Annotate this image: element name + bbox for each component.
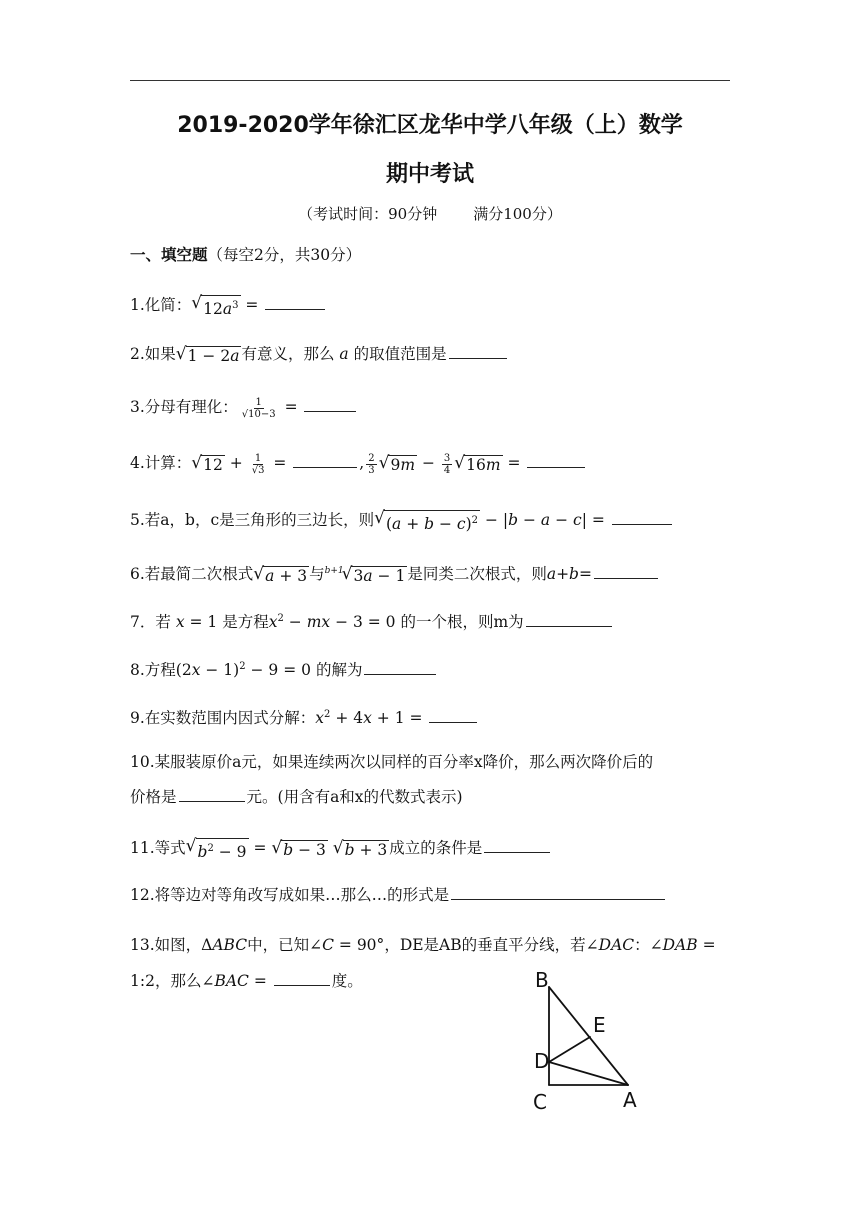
question-7-mid: 是方程: [222, 613, 269, 632]
question-5-text: 5.若a，b，c是三角形的三边长，则: [130, 511, 375, 530]
question-13-mid2: ，DE是AB的垂直平分线，若: [384, 936, 586, 954]
question-13-line-1: 13.如图，ΔABC中，已知∠C = 90°，DE是AB的垂直平分线，若∠DAC：∠DAB =: [130, 936, 716, 954]
question-1-text: 1.化简：: [130, 296, 192, 315]
exam-info: [0, 203, 860, 224]
exam-time: （考试时间：90分钟: [298, 205, 438, 223]
question-7: 7．若 x = 1 是方程$x^2$ − mx − 3 = 0 的一个根，则m为: [130, 608, 614, 633]
segment-de: [549, 1037, 590, 1062]
question-12-text: 12.将等边对等角改写成如果…那么…的形式是: [130, 886, 450, 904]
segment-ba: [549, 987, 628, 1085]
math-expression: √ b − 3: [271, 838, 326, 860]
answer-blank: [527, 453, 585, 468]
question-10-line-1: 10.某服装原价a元，如果连续两次以同样的百分率x降价，那么两次降价后的: [130, 753, 654, 771]
math-variable: a: [339, 345, 349, 363]
question-8-text: 8.方程: [130, 661, 176, 680]
answer-blank: [526, 612, 612, 627]
question-13-mid1: 中，已知: [247, 936, 310, 954]
question-4-text: 4.计算：: [130, 454, 192, 472]
header-rule: [130, 80, 730, 81]
answer-blank: [179, 787, 245, 802]
answer-blank: [612, 510, 672, 525]
question-6: 6.若最简二次根式 √ a + 3 与$^{b+1}$ √ 3a − 1 是同类二次根式，则a+b=: [130, 560, 660, 586]
question-9: 9.在实数范围内因式分解：$x^2 + 4x + 1$ =: [130, 704, 479, 729]
question-7-suffix: 的一个根，则m为: [400, 613, 524, 632]
question-2-mid: 有意义，那么: [241, 345, 335, 363]
math-expression: √ 3a − 1: [341, 564, 406, 586]
question-2-suffix: 的取值范围是: [353, 345, 447, 363]
question-11-suffix: 成立的条件是: [389, 839, 483, 858]
answer-blank: [274, 971, 330, 986]
question-8: 8.方程$(2x - 1)^2 - 9 = 0$ 的解为: [130, 656, 438, 681]
question-1: 1.化简： √ $12a^3$ =: [130, 293, 327, 319]
math-expression: √ $(a + b - c)^2$: [374, 508, 479, 534]
math-fraction: $\frac{1}{√10-3}$: [241, 396, 276, 420]
math-fraction: $\frac{3}{4}$: [443, 452, 451, 476]
question-10-line-2: [130, 786, 463, 808]
answer-blank: [449, 344, 507, 359]
answer-blank: [364, 660, 436, 675]
label-c: C: [533, 1090, 547, 1114]
exam-score: 满分100分）: [473, 205, 562, 223]
question-12: [130, 884, 667, 906]
question-4: 4.计算： √ 12 + $\frac{1}{√3}$ = , $\frac{2}{3}$ √ 9m − $\frac{3}{4}$ √ 16m =: [130, 452, 587, 476]
math-expression: √ $12a^3$: [191, 293, 239, 319]
answer-blank: [293, 453, 357, 468]
question-6-mid: 与: [309, 565, 325, 584]
section-note: （每空2分，共30分）: [207, 246, 362, 264]
question-13-text: 13.如图，: [130, 936, 202, 954]
question-3: 3.分母有理化： $\frac{1}{√10-3}$ =: [130, 396, 358, 420]
math-fraction: $\frac{2}{3}$: [368, 452, 375, 476]
question-13-line-2: 1:2，那么∠BAC = 度。: [130, 972, 363, 990]
question-5: 5.若a，b，c是三角形的三边长，则 √ $(a + b - c)^2$ − |b − a − c| =: [130, 508, 674, 534]
question-13-suffix: 度。: [331, 972, 363, 990]
math-expression: √ 9m: [378, 453, 416, 474]
answer-expr: a+b=: [546, 565, 592, 584]
question-2-text: 2.如果: [130, 345, 176, 363]
section-heading: [130, 244, 361, 266]
math-expression: √ a + 3: [253, 564, 308, 586]
math-expression: √ 16m: [454, 453, 501, 474]
math-expression: √ $b^2 - 9$: [185, 836, 247, 862]
question-3-text: 3.分母有理化：: [130, 398, 238, 416]
label-d: D: [534, 1049, 550, 1073]
question-7-text: 7．若: [130, 613, 171, 632]
question-6-suffix: 是同类二次根式，则: [407, 565, 547, 584]
question-11: 11.等式 √ $b^2 - 9$ = √ b − 3 √ b + 3 成立的条件是: [130, 836, 552, 862]
question-2: [130, 343, 509, 366]
page-subtitle: 期中考试: [385, 162, 474, 187]
answer-blank: [484, 838, 550, 853]
segment-da: [549, 1062, 628, 1085]
question-10-text: 价格是: [130, 788, 177, 806]
question-8-suffix: 的解为: [315, 661, 363, 680]
label-e: E: [593, 1013, 606, 1037]
answer-blank: [429, 708, 477, 723]
math-expression: √ 1 − 2a: [175, 344, 240, 365]
answer-blank: [265, 295, 325, 310]
triangle-figure: [515, 965, 650, 1115]
math-fraction: $\frac{1}{√3}$: [251, 452, 265, 476]
page-title: 2019-2020学年徐汇区龙华中学八年级（上）数学: [177, 113, 683, 138]
label-b: B: [535, 968, 549, 992]
label-a: A: [623, 1088, 637, 1112]
question-13-mid3: ，那么: [154, 972, 202, 990]
question-9-text: 9.在实数范围内因式分解：: [130, 709, 316, 728]
section-title: 一、填空题: [130, 246, 208, 264]
math-expression: √ 12: [191, 453, 223, 474]
question-11-text: 11.等式: [130, 839, 186, 858]
question-10-suffix: 元。(用含有a和x的代数式表示): [246, 788, 463, 806]
answer-blank: [451, 885, 665, 900]
answer-blank: [304, 397, 356, 412]
question-6-text: 6.若最简二次根式: [130, 565, 254, 584]
math-expression: √ b + 3: [332, 838, 388, 860]
answer-blank: [594, 564, 658, 579]
